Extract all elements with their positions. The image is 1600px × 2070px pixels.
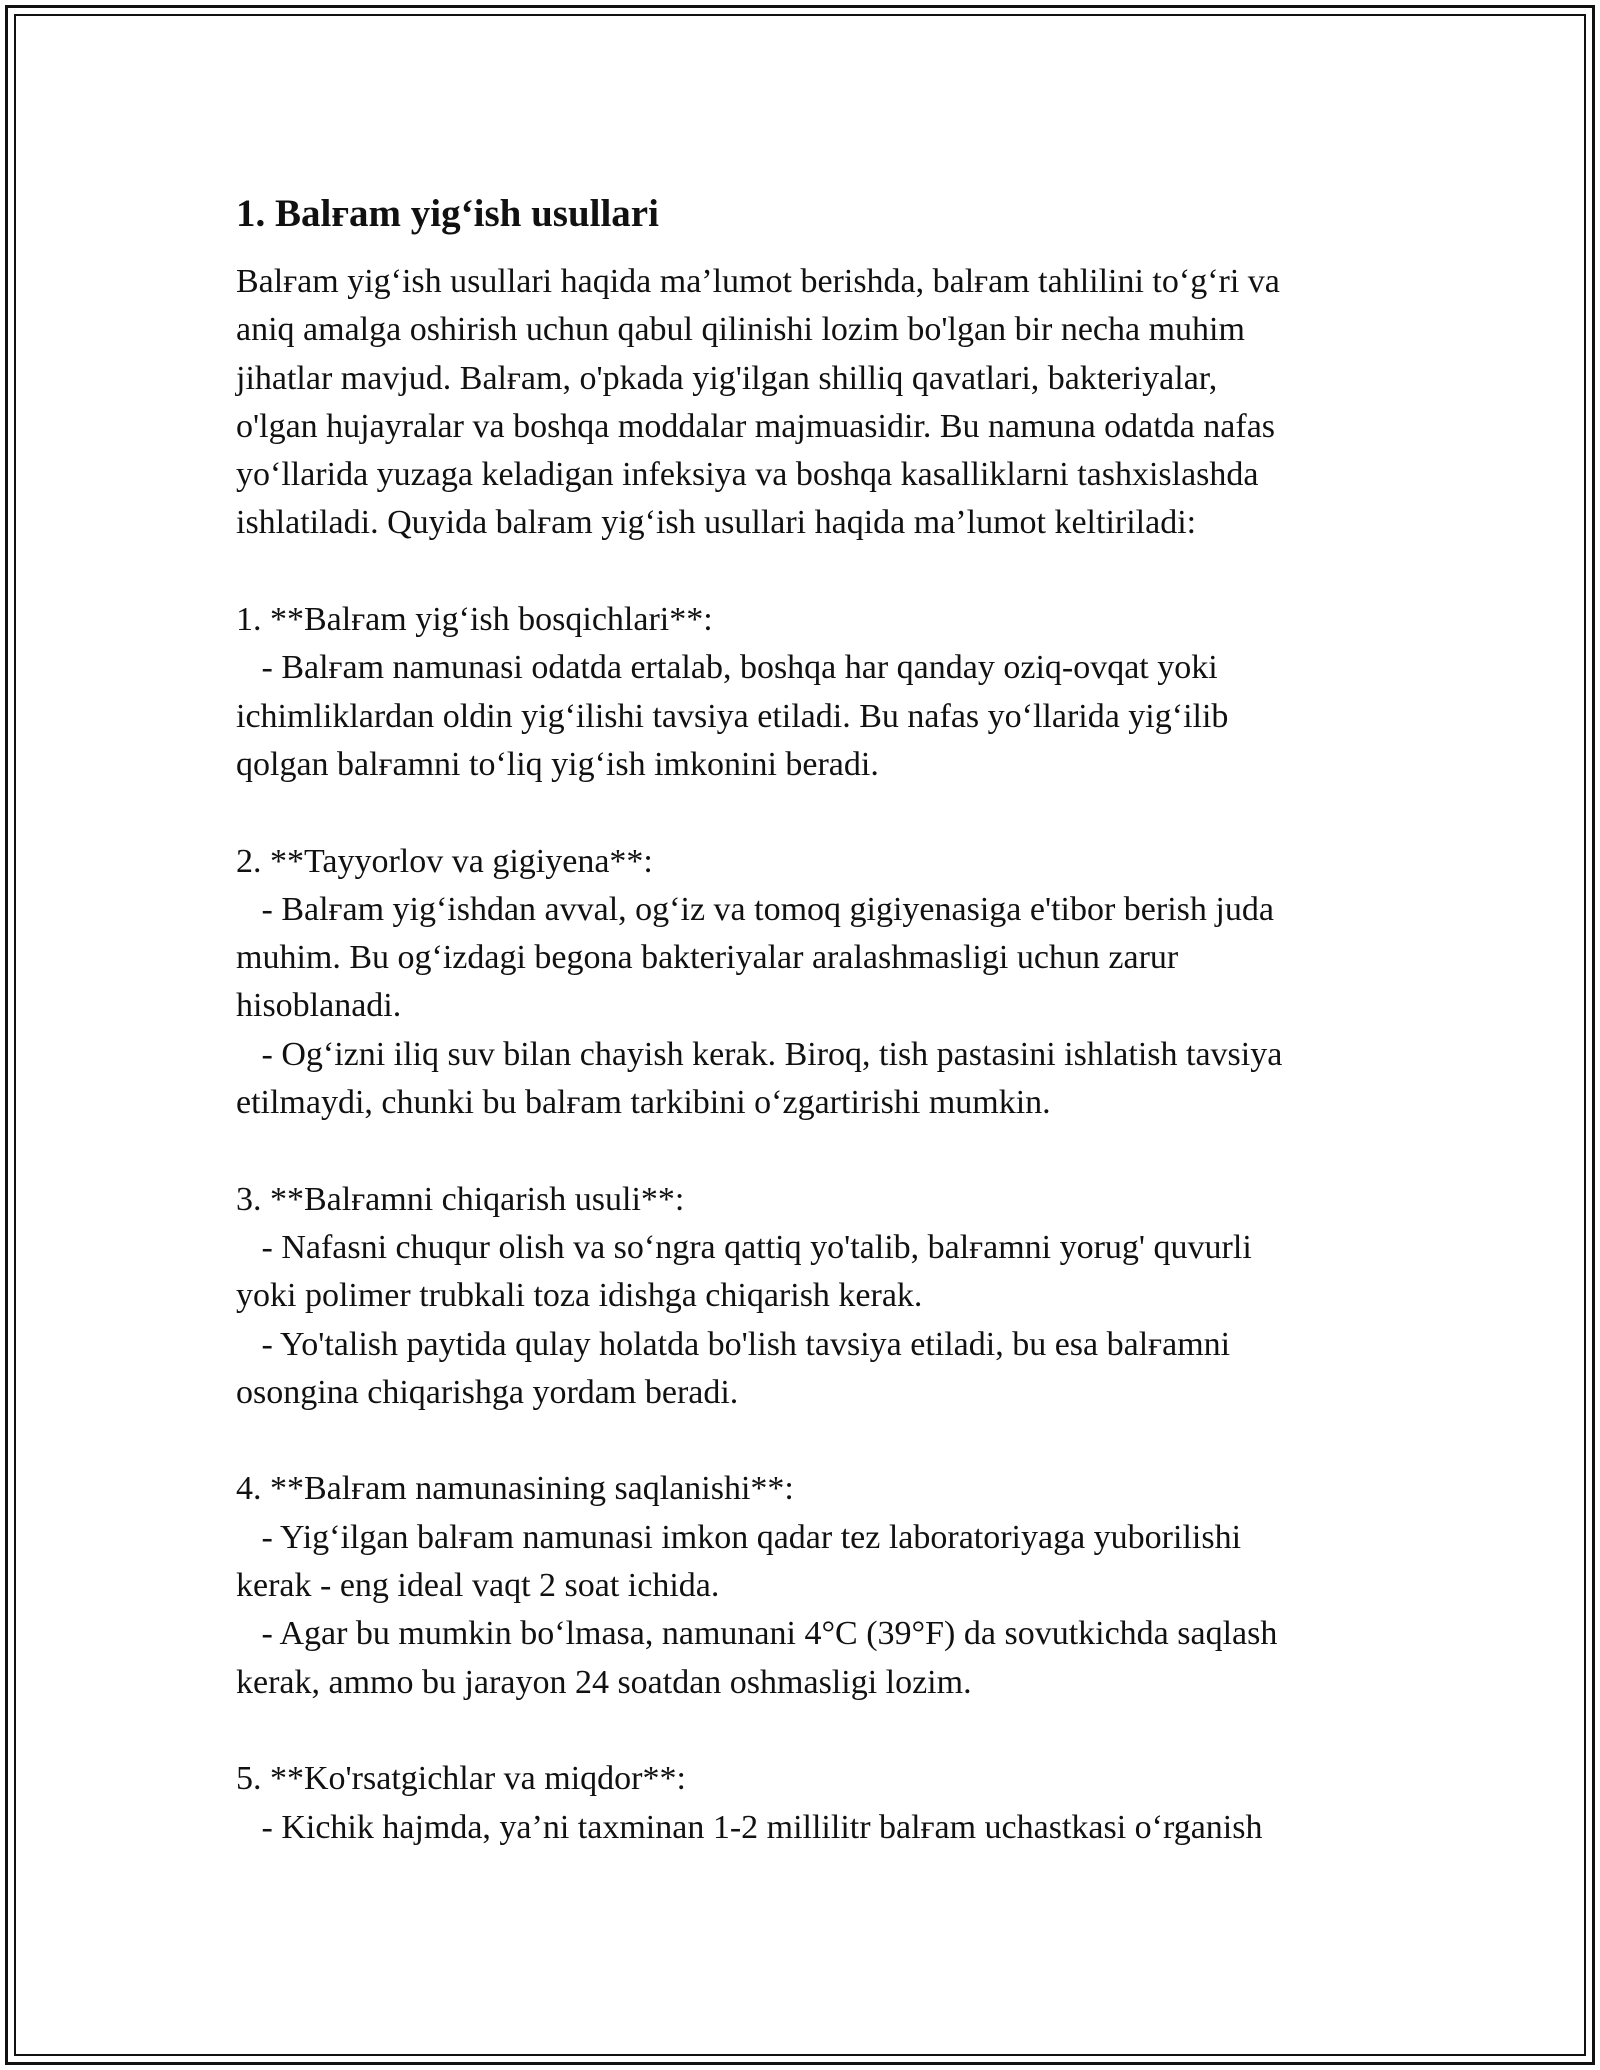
section-title: 5. **Ko'rsatgichlar va miqdor**: xyxy=(236,1760,686,1798)
text-line: yoki polimer trubkali toza idishga chiqarish kerak. xyxy=(236,1277,923,1315)
text-line: - Balғam namunasi odatda ertalab, boshqa har qanday oziq-ovqat yoki xyxy=(236,649,1218,687)
document-heading: 1. Balғam yig‘ish usullari xyxy=(236,192,659,235)
section-title: 3. **Balғamni chiqarish usuli**: xyxy=(236,1180,685,1218)
text-line: - Og‘izni iliq suv bilan chayish kerak. Biroq, tish pastasini ishlatish tavsiya xyxy=(236,1035,1283,1073)
text-line: muhim. Bu og‘izdagi begona bakteriyalar aralashmasligi uchun zarur xyxy=(236,939,1179,977)
section-expectoration-method xyxy=(236,1176,1376,1417)
text-line: Balғam yig‘ish usullari haqida ma’lumot berishda, balғam tahlilini to‘g‘ri va xyxy=(236,263,1280,300)
text-line: kerak - eng ideal vaqt 2 soat ichida. xyxy=(236,1567,720,1605)
text-line: hisoblanadi. xyxy=(236,987,402,1025)
section-title: 4. **Balғam namunasining saqlanishi**: xyxy=(236,1470,794,1508)
text-line: - Kichik hajmda, ya’ni taxminan 1-2 millilitr balғam uchastkasi o‘rganish xyxy=(236,1808,1263,1846)
section-title: 1. **Balғam yig‘ish bosqichlari**: xyxy=(236,601,713,639)
text-line: etilmaydi, chunki bu balғam tarkibini o‘zgartirishi mumkin. xyxy=(236,1084,1051,1122)
text-line: aniq amalga oshirish uchun qabul qilinishi lozim bo'lgan bir necha muhim xyxy=(236,311,1245,349)
text-line: - Agar bu mumkin bo‘lmasa, namunani 4°C (39°F) da sovutkichda saqlash xyxy=(236,1615,1278,1653)
text-line: - Nafasni chuqur olish va so‘ngra qattiq yo'talib, balғamni yorug' quvurli xyxy=(236,1228,1252,1266)
text-line: qolgan balғamni to‘liq yig‘ish imkonini beradi. xyxy=(236,745,879,783)
section-title: 2. **Tayyorlov va gigiyena**: xyxy=(236,842,653,880)
text-line: kerak, ammo bu jarayon 24 soatdan oshmasligi lozim. xyxy=(236,1663,972,1701)
text-line: - Yo'talish paytida qulay holatda bo'lish tavsiya etiladi, bu esa balғamni xyxy=(236,1325,1231,1363)
text-line: jihatlar mavjud. Balғam, o'pkada yig'ilgan shilliq qavatlari, bakteriyalar, xyxy=(236,359,1218,397)
section-preparation-hygiene xyxy=(236,838,1376,1128)
text-line: o'lgan hujayralar va boshqa moddalar majmuasidir. Bu namuna odatda nafas xyxy=(236,407,1276,445)
text-line: ichimliklardan oldin yig‘ilishi tavsiya etiladi. Bu nafas yo‘llarida yig‘ilib xyxy=(236,697,1229,735)
text-line: osongina chiqarishga yordam beradi. xyxy=(236,1373,739,1411)
text-line: - Yig‘ilgan balғam namunasi imkon qadar tez laboratoriyaga yuborilishi xyxy=(236,1518,1242,1556)
section-collection-steps xyxy=(236,596,1376,789)
section-sample-storage xyxy=(236,1465,1376,1706)
document-body xyxy=(236,186,1376,1900)
section-indicators-quantity xyxy=(236,1755,1376,1852)
text-line: ishlatiladi. Quyida balғam yig‘ish usullari haqida ma’lumot keltiriladi: xyxy=(236,504,1197,542)
text-line: yo‘llarida yuzaga keladigan infeksiya va boshqa kasalliklarni tashxislashda xyxy=(236,456,1259,494)
intro-paragraph xyxy=(236,258,1376,548)
text-line: - Balғam yig‘ishdan avval, og‘iz va tomoq gigiyenasiga e'tibor berish juda xyxy=(236,890,1274,928)
